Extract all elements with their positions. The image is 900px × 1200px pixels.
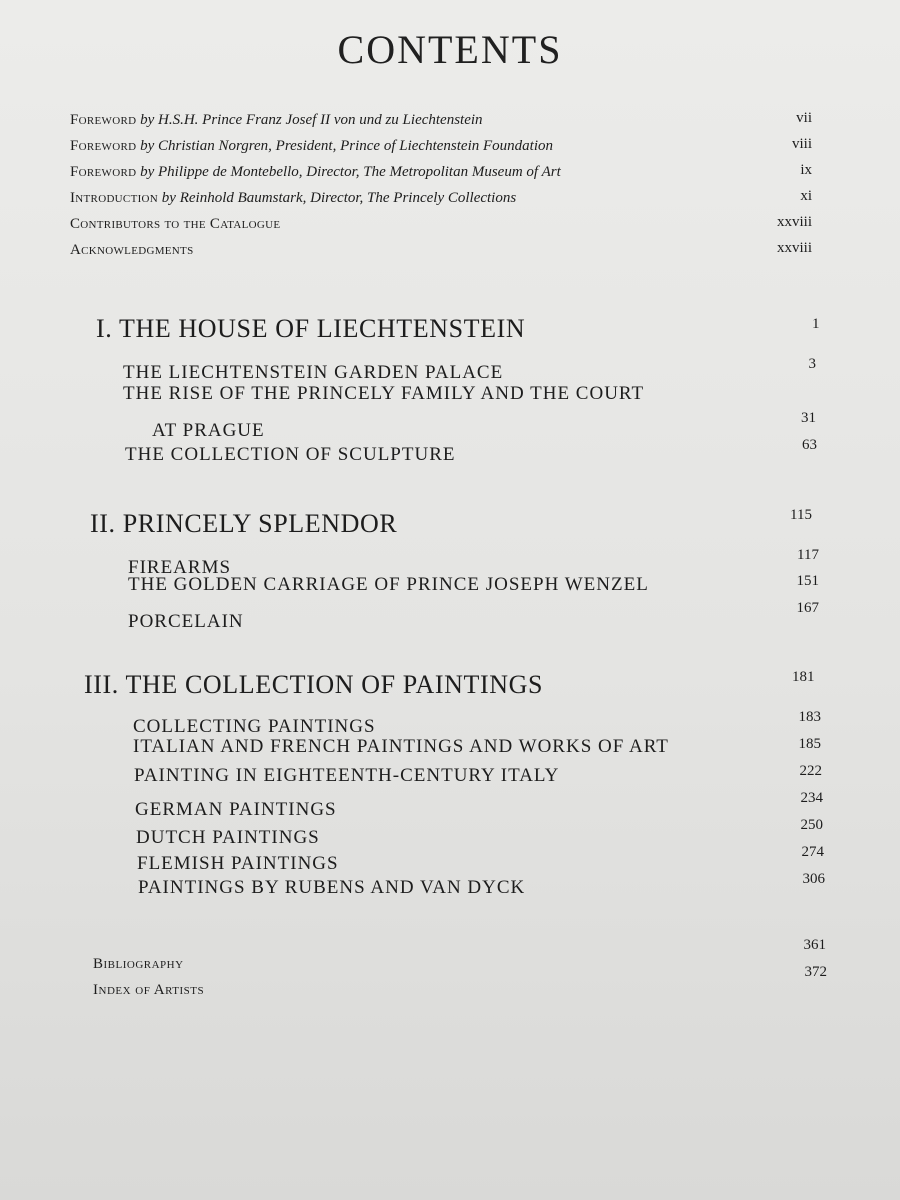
frontmatter-list [70,112,812,268]
toc-entry: ITALIAN AND FRENCH PAINTINGS AND WORKS OF ART [133,736,669,757]
toc-entry-page: 222 [799,763,822,779]
toc-entry-page: 306 [802,871,825,887]
frontmatter-page: xxviii [776,214,812,230]
frontmatter-item [70,190,812,216]
section-heading: III. THE COLLECTION OF PAINTINGS [84,670,544,699]
frontmatter-label: Acknowledgments [70,242,194,258]
backmatter-page: 361 [803,937,826,953]
toc-entry: FIREARMS [128,557,232,578]
frontmatter-byline: by H.S.H. Prince Franz Josef II von und zu Liechtenstein [136,112,483,128]
toc-entry-page: 250 [800,817,823,833]
toc-entry-page: 63 [802,437,817,453]
frontmatter-page: xi [800,188,812,204]
section-heading: II. PRINCELY SPLENDOR [90,509,398,538]
frontmatter-page: xxviii [776,240,812,256]
toc-entry-page: 185 [798,736,821,752]
page-title: CONTENTS [337,27,563,72]
section-page: 1 [812,316,820,332]
frontmatter-item [70,164,812,190]
toc-entry-page: 31 [801,410,816,426]
toc-entry: FLEMISH PAINTINGS [137,853,339,874]
toc-entry: THE COLLECTION OF SCULPTURE [125,444,456,465]
toc-entry: PAINTINGS BY RUBENS AND VAN DYCK [138,877,526,898]
frontmatter-label: Foreword [70,138,137,154]
frontmatter-byline: by Philippe de Montebello, Director, The Metropolitan Museum of Art [136,164,561,180]
frontmatter-label: Introduction [70,190,159,206]
section-heading: I. THE HOUSE OF LIECHTENSTEIN [96,314,526,343]
toc-entry-page: 117 [797,547,819,563]
backmatter-page: 372 [804,964,827,980]
toc-entry: THE GOLDEN CARRIAGE OF PRINCE JOSEPH WENZEL [128,574,649,595]
toc-entry-page: 274 [801,844,824,860]
section-page: 115 [790,507,812,523]
frontmatter-byline: by Christian Norgren, President, Prince of Liechtenstein Foundation [136,138,553,154]
toc-entry: DUTCH PAINTINGS [136,827,320,848]
toc-entry: GERMAN PAINTINGS [135,799,337,820]
frontmatter-item [70,216,812,242]
toc-entry: THE RISE OF THE PRINCELY FAMILY AND THE COURT [123,383,645,404]
frontmatter-item [70,138,812,164]
toc-entry-page: 3 [808,356,816,372]
toc-entry: COLLECTING PAINTINGS [133,716,376,737]
toc-entry-page: 167 [796,600,819,616]
frontmatter-item [70,112,812,138]
toc-entry: THE LIECHTENSTEIN GARDEN PALACE [123,362,504,383]
toc-entry-page: 151 [796,573,819,589]
toc-entry: AT PRAGUE [152,420,265,441]
frontmatter-label: Contributors to the Catalogue [70,216,281,232]
frontmatter-item [70,242,812,268]
frontmatter-page: vii [796,110,812,126]
toc-entry-page: 183 [798,709,821,725]
frontmatter-byline: by Reinhold Baumstark, Director, The Princely Collections [158,190,517,206]
toc-entry-page: 234 [800,790,823,806]
toc-entry: PAINTING IN EIGHTEENTH-CENTURY ITALY [134,765,560,786]
frontmatter-label: Foreword [70,164,137,180]
backmatter-label: Index of Artists [93,982,205,998]
toc-entry: PORCELAIN [128,611,244,632]
frontmatter-page: ix [800,162,812,178]
section-page: 181 [792,669,815,685]
frontmatter-label: Foreword [70,112,137,128]
backmatter-label: Bibliography [93,956,184,972]
frontmatter-page: viii [791,136,812,152]
